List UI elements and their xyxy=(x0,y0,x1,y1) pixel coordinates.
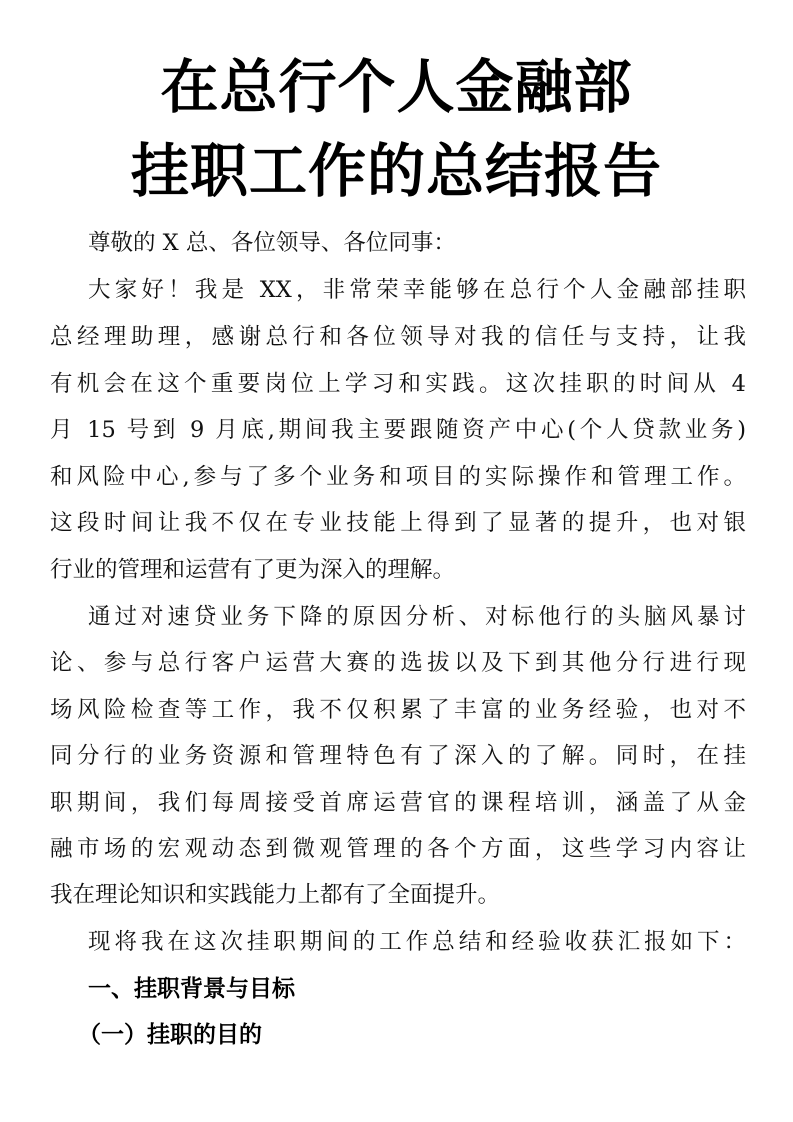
paragraph-1-line-3: 有机会在这个重要岗位上学习和实践。这次挂职的时间从 4 xyxy=(50,371,746,397)
paragraph-2-line-1: 通过对速贷业务下降的原因分析、对标他行的头脑风暴讨 xyxy=(88,604,746,630)
paragraph-1-line-6: 这段时间让我不仅在专业技能上得到了显著的提升，也对银 xyxy=(50,510,746,536)
paragraph-2-line-3: 场风险检查等工作，我不仅积累了丰富的业务经验，也对不 xyxy=(50,697,746,723)
paragraph-2-line-5: 职期间，我们每周接受首席运营官的课程培训，涵盖了从金 xyxy=(50,790,746,816)
paragraph-1-line-2: 总经理助理，感谢总行和各位领导对我的信任与支持，让我 xyxy=(50,324,746,350)
document-title-line-1: 在总行个人金融部 xyxy=(160,53,633,121)
document-title-line-2: 挂职工作的总结报告 xyxy=(130,137,662,205)
paragraph-1-line-7: 行业的管理和运营有了更为深入的理解。 xyxy=(50,557,456,583)
paragraph-2-line-4: 同分行的业务资源和管理特色有了深入的了解。同时，在挂 xyxy=(50,743,746,769)
subsection-heading: （一）挂职的目的 xyxy=(78,1022,262,1048)
paragraph-2-line-7: 我在理论知识和实践能力上都有了全面提升。 xyxy=(50,882,501,908)
paragraph-1-line-4: 月 15 号到 9 月底,期间我主要跟随资产中心(个人贷款业务) xyxy=(50,417,746,443)
section-heading: 一、挂职背景与目标 xyxy=(88,976,295,1002)
paragraph-2-line-2: 论、参与总行客户运营大赛的选拔以及下到其他分行进行现 xyxy=(50,650,746,676)
paragraph-1-line-1: 大家好！我是 XX，非常荣幸能够在总行个人金融部挂职 xyxy=(88,277,746,303)
paragraph-3-line-1: 现将我在这次挂职期间的工作总结和经验收获汇报如下： xyxy=(88,929,746,955)
salutation: 尊敬的 X 总、各位领导、各位同事： xyxy=(88,230,456,256)
paragraph-1-line-5: 和风险中心,参与了多个业务和项目的实际操作和管理工作。 xyxy=(50,464,746,490)
paragraph-2-line-6: 融市场的宏观动态到微观管理的各个方面，这些学习内容让 xyxy=(50,836,746,862)
